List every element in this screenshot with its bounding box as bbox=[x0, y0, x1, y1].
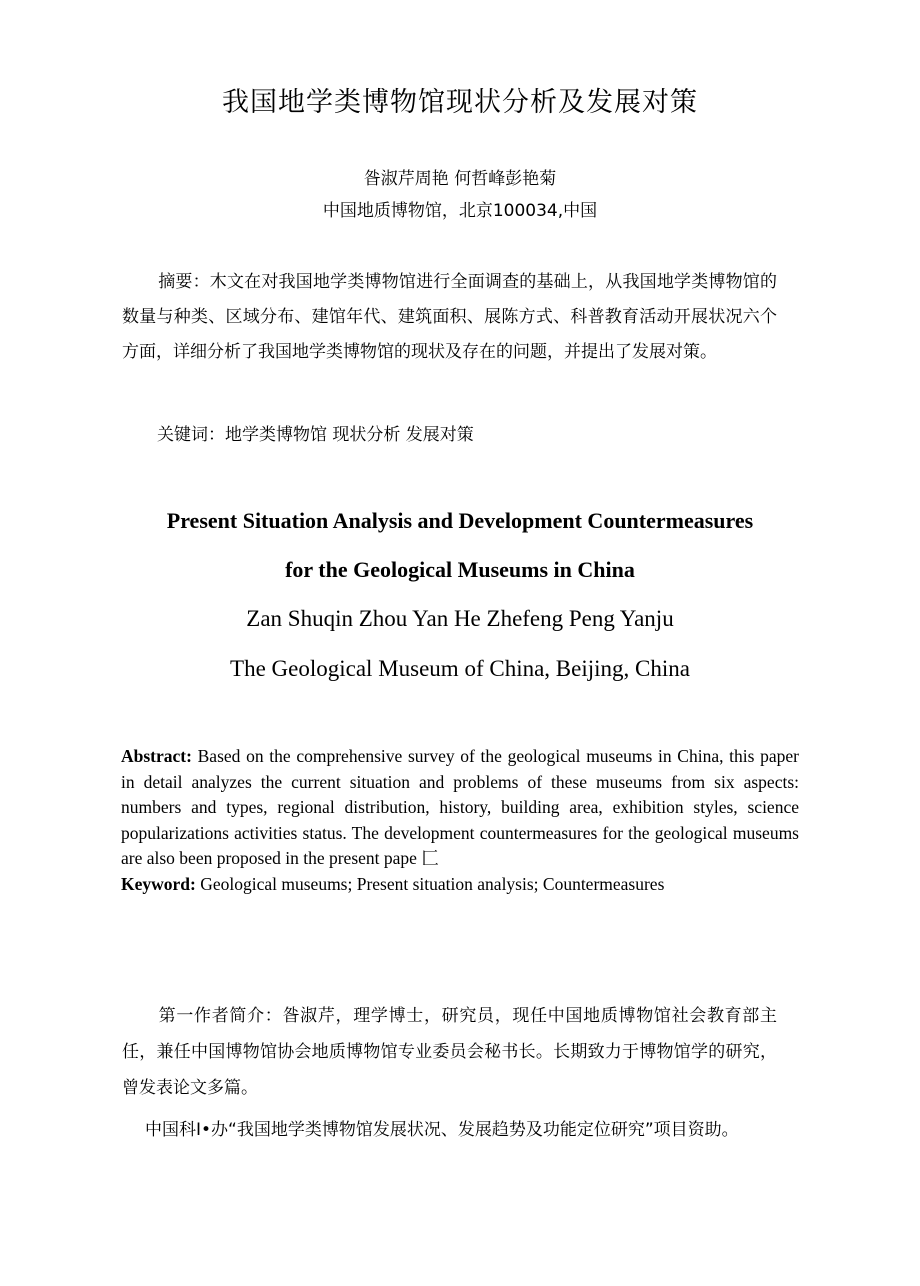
funding-text: 中国科I•办“我国地学类博物馆发展状况、发展趋势及功能定位研究”项目资助。 bbox=[145, 1120, 739, 1140]
english-title-line2: for the Geological Museums in China bbox=[285, 557, 635, 582]
english-authors: Zan Shuqin Zhou Yan He Zhefeng Peng Yanju bbox=[246, 606, 674, 631]
english-affiliation: The Geological Museum of China, Beijing, China bbox=[230, 656, 690, 681]
english-keywords bbox=[121, 874, 664, 895]
chinese-authors: 昝淑芹周艳 何哲峰彭艳菊 bbox=[363, 169, 557, 189]
english-keyword-text: Geological museums; Present situation analysis; Countermeasures bbox=[195, 874, 665, 894]
english-title-line1: Present Situation Analysis and Development Countermeasures bbox=[166, 508, 754, 533]
chinese-title: 我国地学类博物馆现状分析及发展对策 bbox=[222, 87, 698, 118]
author-bio-text: 第一作者简介：昝淑芹，理学博士，研究员，现任中国地质博物馆社会教育部主任，兼任中国博物馆协会地质博物馆专业委员会秘书长。长期致力于博物馆学的研究，曾发表论文多篇。 bbox=[122, 1006, 777, 1098]
english-abstract-label: Abstract: bbox=[121, 746, 192, 766]
chinese-keywords: 关键词：地学类博物馆 现状分析 发展对策 bbox=[157, 425, 474, 445]
english-abstract bbox=[121, 744, 799, 872]
english-abstract-text: Based on the comprehensive survey of the geological museums in China, this paper in detail analyzes the current situation and problems of these museums from six aspects: numbers and types, regional distribution, history, building area, exhibition styles, science popularizations activities status. The development countermeasures for the geological museums are also been proposed in the present pape 匚 bbox=[121, 746, 799, 868]
chinese-abstract bbox=[122, 265, 777, 370]
chinese-affiliation: 中国地质博物馆，北京100034,中国 bbox=[322, 201, 598, 221]
chinese-abstract-text: 摘要：木文在对我国地学类博物馆进行全面调查的基础上，从我国地学类博物馆的数量与种类、区域分布、建馆年代、建筑面积、展陈方式、科普教育活动开展状况六个方面，详细分析了我国地学类博物馆的现状及存在的问题，并提出了发展对策。 bbox=[122, 272, 777, 362]
author-bio-footnote bbox=[122, 998, 777, 1106]
funding-footnote bbox=[122, 1111, 777, 1149]
english-keyword-label: Keyword: bbox=[121, 874, 196, 894]
